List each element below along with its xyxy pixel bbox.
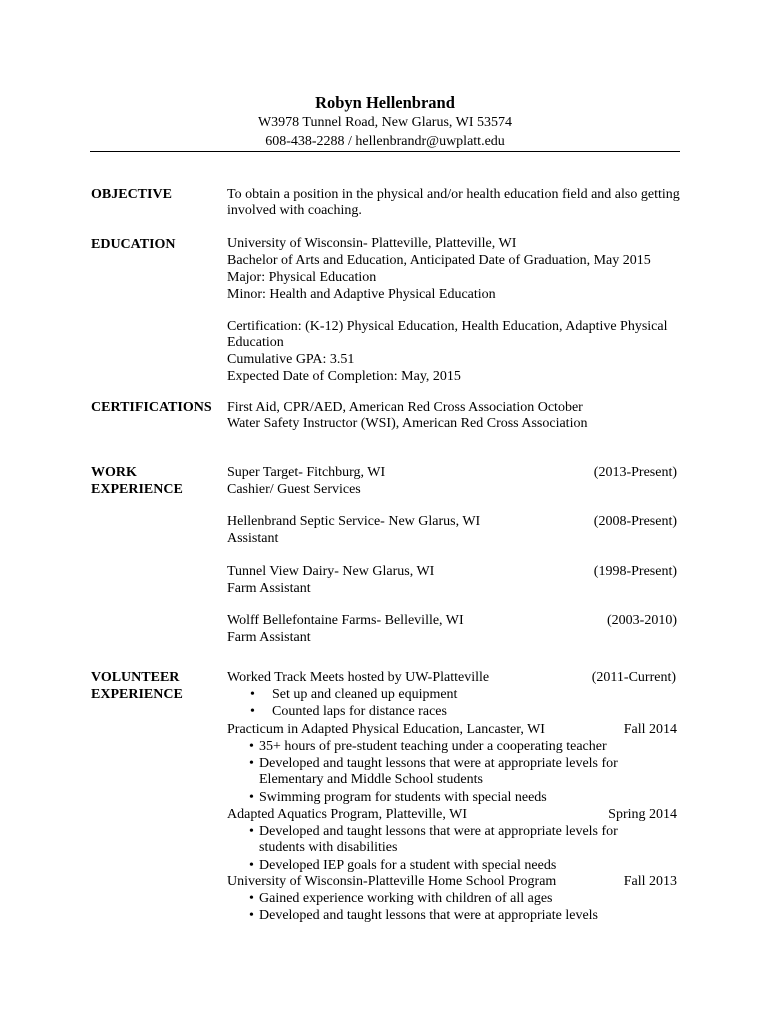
job-employer: Wolff Bellefontaine Farms- Belleville, WI (227, 613, 464, 628)
bullet-item: • Developed and taught lessons that were at appropriate levels for students with disabilities (227, 824, 667, 856)
bullet-item: • Developed IEP goals for a student with special needs (227, 858, 667, 874)
job-dates: (2008-Present) (593, 514, 677, 529)
education-label: EDUCATION (91, 237, 176, 252)
volunteer-bullets (227, 891, 677, 924)
bullet-item: • Set up and cleaned up equipment (227, 687, 676, 703)
volunteer-entry (227, 874, 677, 924)
certification-line: Certification: (K-12) Physical Education, Health Education, Adaptive Physical Education (227, 319, 668, 350)
applicant-name: Robyn Hellenbrand (315, 93, 455, 112)
volunteer-label-line: VOLUNTEER (91, 670, 180, 685)
job-entry (227, 465, 677, 498)
job-role: Farm Assistant (227, 630, 311, 645)
degree-line: Bachelor of Arts and Education, Anticipated Date of Graduation, May 2015 (227, 253, 651, 268)
volunteer-dates: Fall 2013 (623, 874, 677, 889)
minor-line: Minor: Health and Adaptive Physical Education (227, 287, 496, 302)
volunteer-bullets (227, 739, 622, 806)
job-entry (227, 613, 677, 646)
volunteer-label-line: EXPERIENCE (91, 687, 183, 702)
job-role: Farm Assistant (227, 581, 311, 596)
job-employer: Super Target- Fitchburg, WI (227, 465, 386, 480)
bullet-item: • Counted laps for distance races (227, 704, 676, 720)
volunteer-title: Practicum in Adapted Physical Education, Lancaster, WI (227, 722, 545, 737)
certifications-label: CERTIFICATIONS (91, 400, 212, 415)
job-role: Cashier/ Guest Services (227, 482, 361, 497)
volunteer-bullets (227, 824, 667, 874)
education-block (227, 236, 680, 303)
bullet-item: • Gained experience working with children of all ages (227, 891, 677, 907)
volunteer-entry (227, 670, 676, 720)
job-dates: (2003-2010) (607, 613, 677, 628)
bullet-item: • 35+ hours of pre-student teaching under a cooperating teacher (227, 739, 622, 755)
volunteer-entry (227, 722, 677, 806)
volunteer-title: Adapted Aquatics Program, Platteville, WI (227, 807, 468, 822)
objective-text: To obtain a position in the physical and/or health education field and also getting involved with coaching. (227, 187, 680, 218)
volunteer-title: University of Wisconsin-Platteville Home School Program (227, 874, 557, 889)
volunteer-dates: (2011-Current) (591, 670, 676, 685)
work-label-line: WORK (91, 465, 137, 480)
job-entry (227, 564, 677, 597)
resume-header (90, 93, 680, 151)
education-details (227, 319, 680, 385)
volunteer-dates: Fall 2014 (623, 722, 677, 737)
address: W3978 Tunnel Road, New Glarus, WI 53574 (257, 115, 513, 130)
volunteer-title: Worked Track Meets hosted by UW-Platteville (227, 670, 490, 685)
bullet-item: • Swimming program for students with special needs (227, 790, 622, 806)
gpa-line: Cumulative GPA: 3.51 (227, 352, 355, 367)
volunteer-experience-label (91, 670, 183, 703)
objective-label: OBJECTIVE (91, 187, 172, 202)
job-employer: Tunnel View Dairy- New Glarus, WI (227, 564, 435, 579)
major-line: Major: Physical Education (227, 270, 377, 285)
job-entry (227, 514, 677, 547)
certification-item: First Aid, CPR/AED, American Red Cross Association October (227, 400, 583, 415)
contact-info: 608-438-2288 / hellenbrandr@uwplatt.edu (265, 134, 505, 149)
bullet-item: • Developed and taught lessons that were at appropriate levels (227, 908, 677, 924)
certifications-block (227, 400, 680, 432)
volunteer-entry (227, 807, 677, 874)
job-dates: (2013-Present) (593, 465, 677, 480)
header-divider (90, 151, 680, 152)
volunteer-bullets (227, 687, 676, 720)
job-employer: Hellenbrand Septic Service- New Glarus, WI (227, 514, 481, 529)
volunteer-dates: Spring 2014 (608, 807, 677, 822)
bullet-item: • Developed and taught lessons that were at appropriate levels for Elementary and Middle School students (227, 756, 622, 788)
completion-line: Expected Date of Completion: May, 2015 (227, 369, 461, 384)
job-role: Assistant (227, 531, 279, 546)
certification-item: Water Safety Instructor (WSI), American Red Cross Association (227, 416, 588, 431)
work-experience-label (91, 465, 183, 498)
job-dates: (1998-Present) (593, 564, 677, 579)
work-label-line: EXPERIENCE (91, 482, 183, 497)
school-line: University of Wisconsin- Platteville, Platteville, WI (227, 236, 517, 251)
